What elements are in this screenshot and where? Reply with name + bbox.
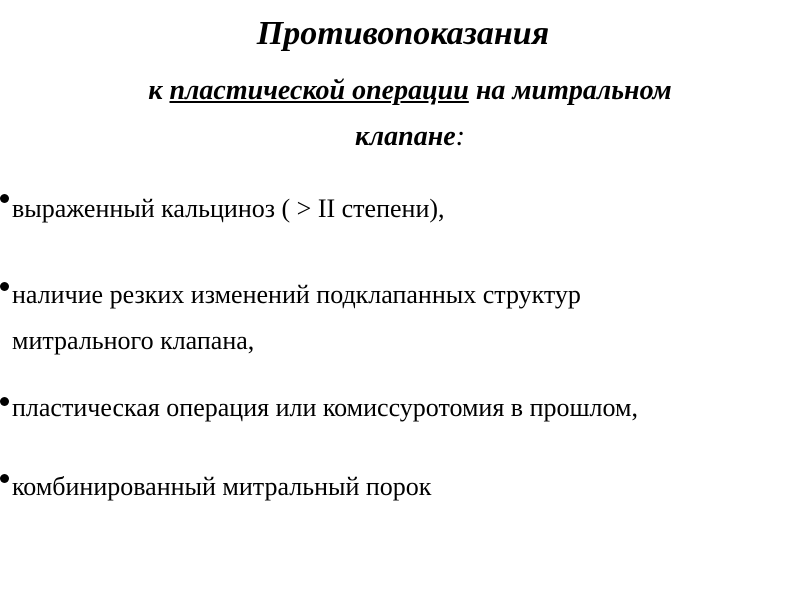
- bullet-text: комбинированный митральный порок: [12, 472, 432, 501]
- subtitle-prefix: к: [148, 75, 170, 106]
- slide-subtitle: [20, 68, 800, 160]
- bullet-text-line: митрального клапана,: [12, 326, 255, 355]
- bullet-text: [12, 272, 581, 364]
- subtitle-underlined: пластической операции: [169, 75, 469, 106]
- bullet-text: выраженный кальциноз ( > II степени),: [12, 194, 445, 223]
- subtitle-line2: клапане: [355, 121, 456, 152]
- bullet-dot-icon: [0, 397, 9, 406]
- subtitle-middle: на митральном: [468, 75, 672, 106]
- subtitle-colon: :: [455, 121, 465, 152]
- bullet-text: пластическая операция или комиссуротомия в прошлом,: [12, 393, 638, 422]
- bullet-dot-icon: [0, 282, 9, 291]
- bullet-dot-icon: [0, 194, 9, 203]
- bullet-dot-icon: [0, 474, 9, 483]
- bullet-text-line: наличие резких изменений подклапанных структур: [12, 280, 581, 309]
- slide-title: Противопоказания: [256, 15, 550, 52]
